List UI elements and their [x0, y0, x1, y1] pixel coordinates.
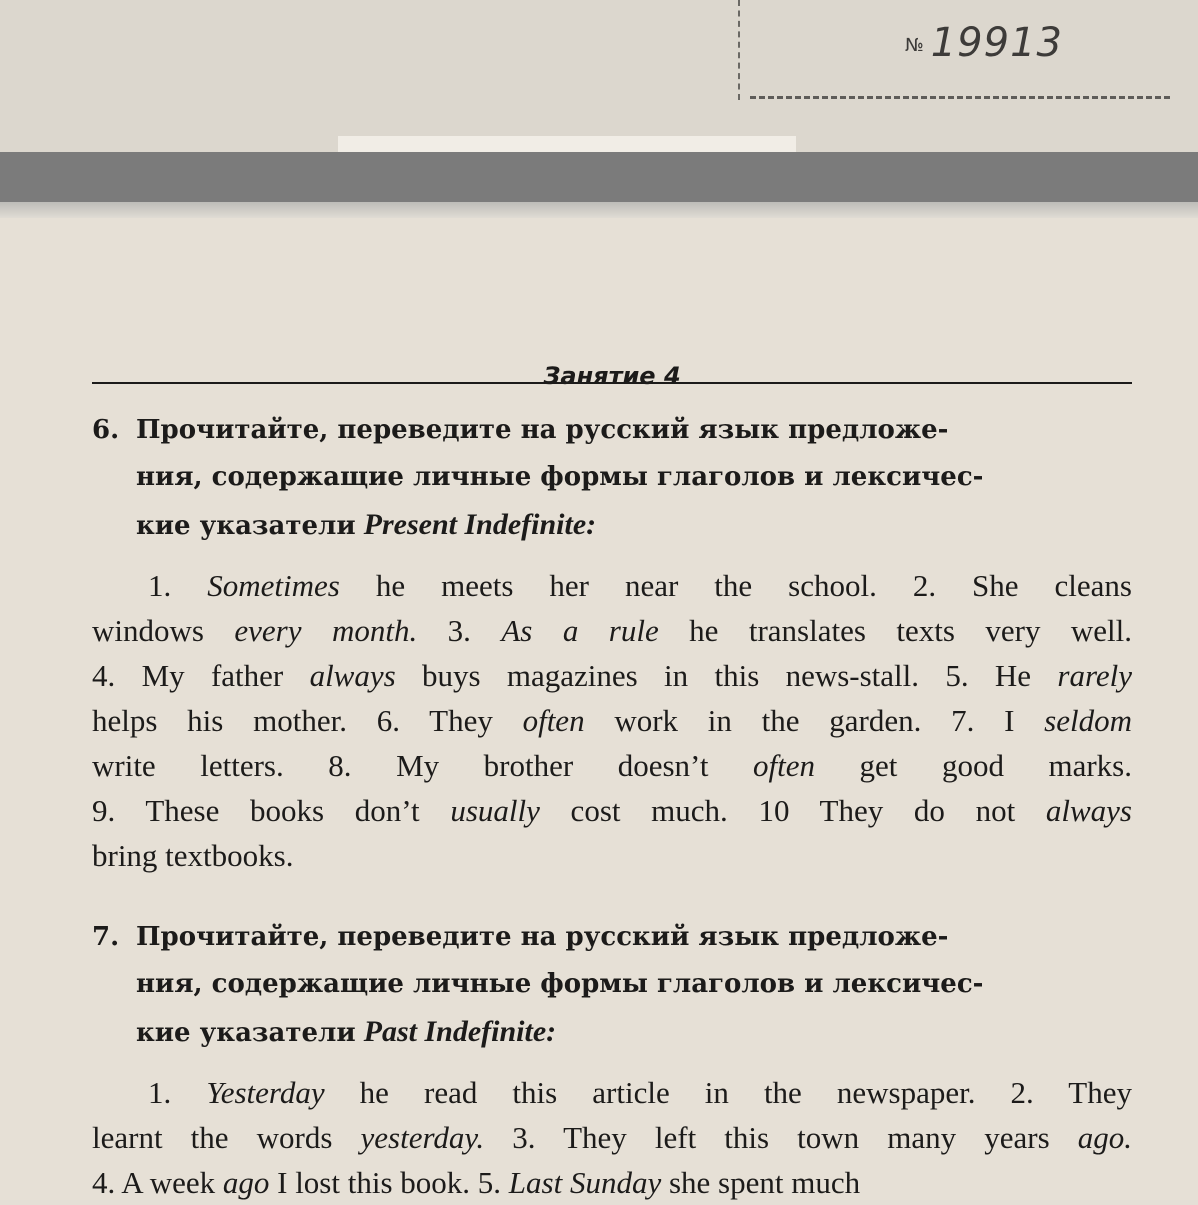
emphasized-word: Last Sunday: [508, 1165, 662, 1200]
header-rule: [92, 382, 1132, 384]
text-segment: work in the garden. 7. I: [584, 703, 1045, 738]
text-segment: 4. A week: [92, 1165, 223, 1200]
exercise-6-heading-line-2: ния, содержащие личные формы глаголов и лексичес-: [136, 462, 984, 492]
text-segment: 9. These books don’t: [92, 793, 451, 828]
text-segment: 4. My father: [92, 658, 310, 693]
exercise-6-number: 6.: [92, 415, 120, 445]
text-segment: he meets her near the school. 2. She cleans: [339, 568, 1132, 603]
exercise-7-heading: [92, 914, 1132, 1057]
page-header: Занятие 4: [543, 362, 681, 390]
exercise-6-text: [92, 563, 1132, 878]
exercise-7-number: 7.: [92, 922, 120, 952]
text-segment: 1.: [148, 568, 208, 603]
text-line: [92, 608, 1132, 653]
text-segment: he translates texts very well.: [658, 613, 1133, 648]
exercise-6-heading: [92, 407, 1132, 550]
emphasized-word: always: [309, 658, 396, 693]
emphasized-word: ago: [222, 1165, 270, 1200]
text-segment: she spent much: [661, 1165, 861, 1200]
text-segment: 1.: [148, 1075, 207, 1110]
text-line: [92, 1160, 1132, 1205]
exercise-6-heading-line-1: [92, 407, 1132, 454]
emphasized-word: yesterday.: [360, 1120, 485, 1155]
stamp-underline: [750, 96, 1170, 99]
text-segment: write letters. 8. My brother doesn’t: [92, 748, 753, 783]
scan-band-edge: [0, 202, 1198, 218]
emphasized-word: every month.: [234, 613, 418, 648]
text-line: [92, 698, 1132, 743]
text-segment: helps his mother. 6. They: [92, 703, 523, 738]
scan-gray-band: [0, 152, 1198, 202]
text-line: [92, 788, 1132, 833]
exercise-6-heading-text-3: кие указатели: [136, 511, 356, 541]
exercise-6-heading-line-3: [92, 501, 1132, 550]
exercise-7-tense: Past Indefinite:: [363, 1015, 557, 1048]
exercise-7-text: [92, 1070, 1132, 1205]
stamp-value: 19913: [930, 20, 1063, 66]
exercise-7-heading-line-1: [92, 914, 1132, 961]
emphasized-word: often: [522, 703, 585, 738]
emphasized-word: seldom: [1044, 703, 1132, 738]
emphasized-word: Yesterday: [206, 1075, 325, 1110]
emphasized-word: ago.: [1077, 1120, 1132, 1155]
text-segment: buys magazines in this news-stall. 5. He: [395, 658, 1058, 693]
exercise-6-heading-text-1: Прочитайте, переведите на русский язык предложе-: [136, 415, 949, 445]
text-segment: cost much. 10 They do not: [539, 793, 1046, 828]
text-line: [92, 653, 1132, 698]
stamp-number: [905, 20, 1063, 66]
text-line: [92, 833, 1132, 878]
emphasized-word: rarely: [1057, 658, 1132, 693]
exercise-7-heading-line-2: ния, содержащие личные формы глаголов и лексичес-: [136, 969, 984, 999]
text-segment: 3.: [417, 613, 502, 648]
exercise-6-tense: Present Indefinite:: [363, 508, 597, 541]
text-segment: windows: [92, 613, 235, 648]
exercise-7-heading-line-3: [92, 1008, 1132, 1057]
emphasized-word: As a rule: [501, 613, 659, 648]
exercise-7-heading-text-3: кие указатели: [136, 1018, 356, 1048]
text-line: [92, 1115, 1132, 1160]
text-segment: 3. They left this town many years: [484, 1120, 1078, 1155]
text-line: [92, 743, 1132, 788]
emphasized-word: always: [1045, 793, 1132, 828]
text-segment: learnt the words: [92, 1120, 361, 1155]
stamp-prefix: №: [905, 34, 925, 56]
exercise-7-heading-text-1: Прочитайте, переведите на русский язык предложе-: [136, 922, 949, 952]
emphasized-word: often: [752, 748, 815, 783]
text-segment: I lost this book. 5.: [269, 1165, 509, 1200]
text-line: [92, 1070, 1132, 1115]
text-segment: get good marks.: [814, 748, 1132, 783]
emphasized-word: usually: [450, 793, 540, 828]
text-line: [92, 563, 1132, 608]
emphasized-word: Sometimes: [207, 568, 340, 603]
text-segment: he read this article in the newspaper. 2. They: [324, 1075, 1133, 1110]
text-segment: bring textbooks.: [92, 838, 294, 873]
